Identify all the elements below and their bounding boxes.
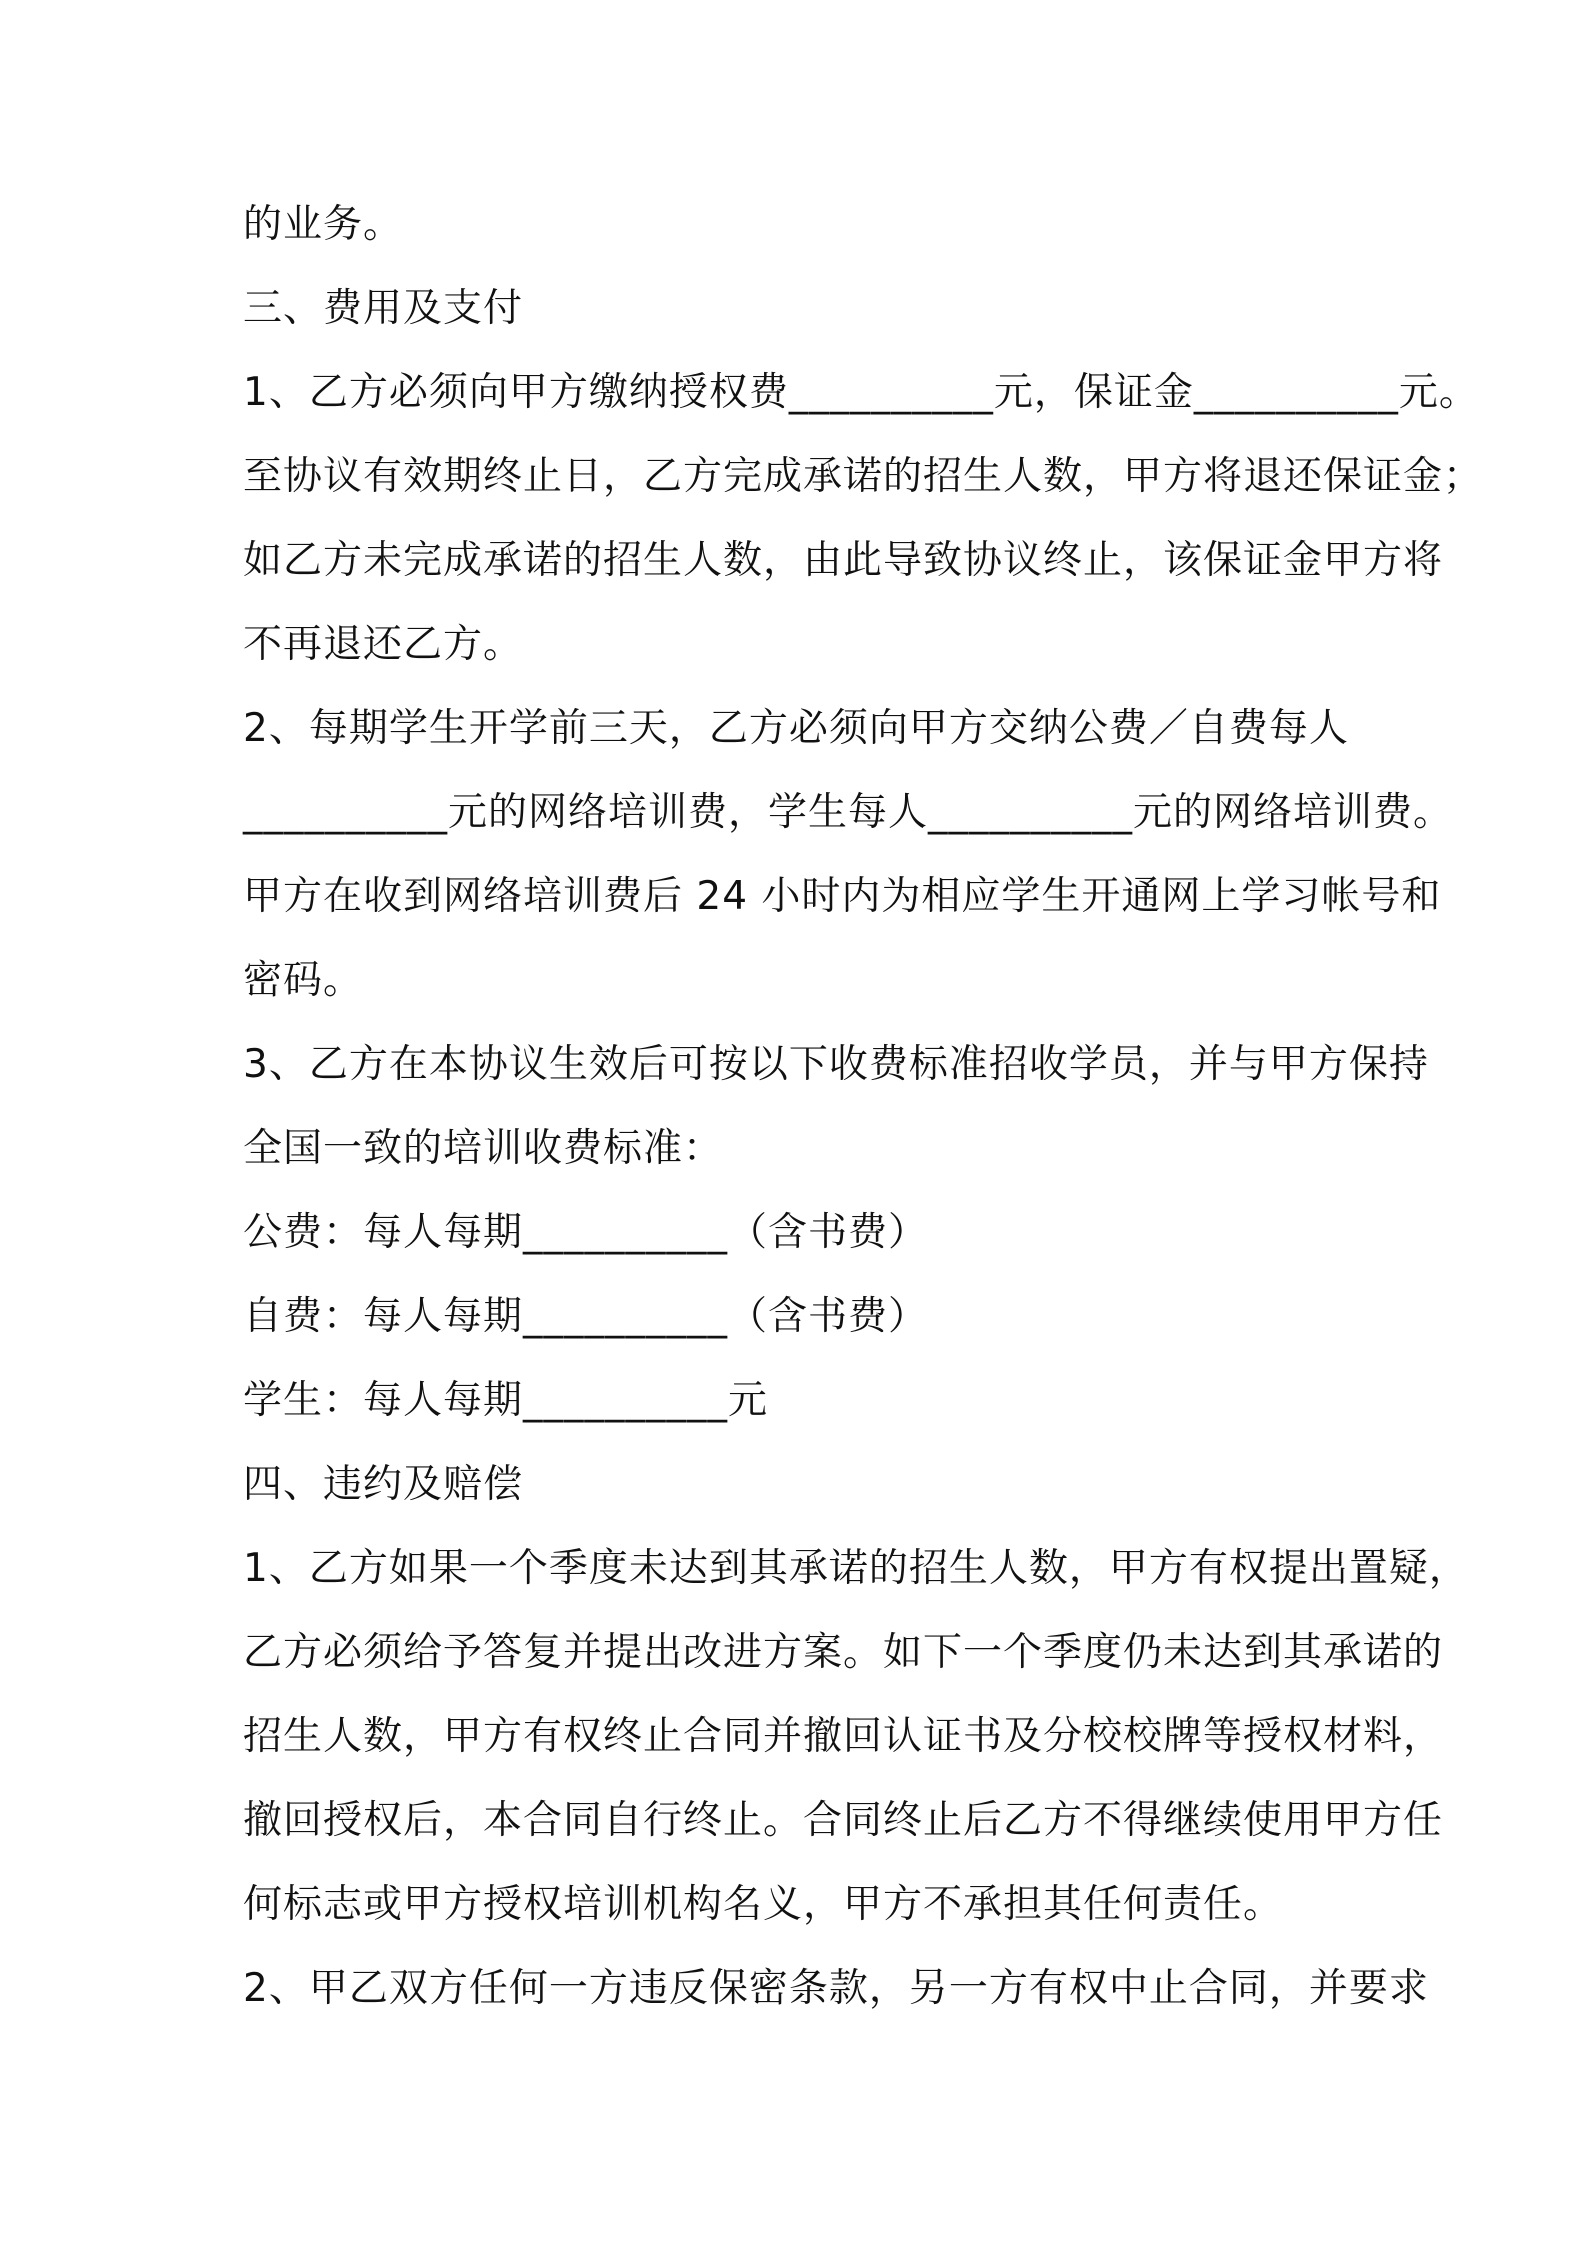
text-line: 招生人数，甲方有权终止合同并撤回认证书及分校校牌等授权材料， [243, 1714, 1444, 1759]
text-line: 1、乙方如果一个季度未达到其承诺的招生人数，甲方有权提出置疑， [243, 1546, 1469, 1591]
section-heading: 三、费用及支付 [243, 286, 524, 331]
text-line: 1、乙方必须向甲方缴纳授权费__________元，保证金__________元。 [243, 370, 1479, 415]
fee-line-student: 学生：每人每期__________元 [243, 1378, 769, 1423]
text-line: __________元的网络培训费，学生每人__________元的网络培训费。 [243, 790, 1454, 835]
text-line: 2、每期学生开学前三天，乙方必须向甲方交纳公费／自费每人 [243, 706, 1349, 751]
text-line: 乙方必须给予答复并提出改进方案。如下一个季度仍未达到其承诺的 [243, 1630, 1444, 1675]
text-line: 何标志或甲方授权培训机构名义，甲方不承担其任何责任。 [243, 1882, 1284, 1927]
text-line: 密码。 [243, 958, 364, 1003]
text-line: 3、乙方在本协议生效后可按以下收费标准招收学员，并与甲方保持 [243, 1042, 1429, 1087]
text-line: 至协议有效期终止日，乙方完成承诺的招生人数，甲方将退还保证金； [243, 454, 1484, 499]
text-line: 撤回授权后，本合同自行终止。合同终止后乙方不得继续使用甲方任 [243, 1798, 1444, 1843]
text-line: 2、甲乙双方任何一方违反保密条款，另一方有权中止合同，并要求 [243, 1966, 1429, 2011]
section-heading: 四、违约及赔偿 [243, 1462, 524, 1507]
text-line: 如乙方未完成承诺的招生人数，由此导致协议终止，该保证金甲方将 [243, 538, 1444, 583]
text-line: 甲方在收到网络培训费后 24 小时内为相应学生开通网上学习帐号和 [243, 874, 1442, 919]
fee-line-self: 自费：每人每期__________（含书费） [243, 1294, 929, 1339]
text-line: 全国一致的培训收费标准： [243, 1126, 724, 1171]
text-line: 不再退还乙方。 [243, 622, 524, 667]
fee-line-public: 公费：每人每期__________（含书费） [243, 1210, 929, 1255]
text-line: 的业务。 [243, 202, 404, 247]
